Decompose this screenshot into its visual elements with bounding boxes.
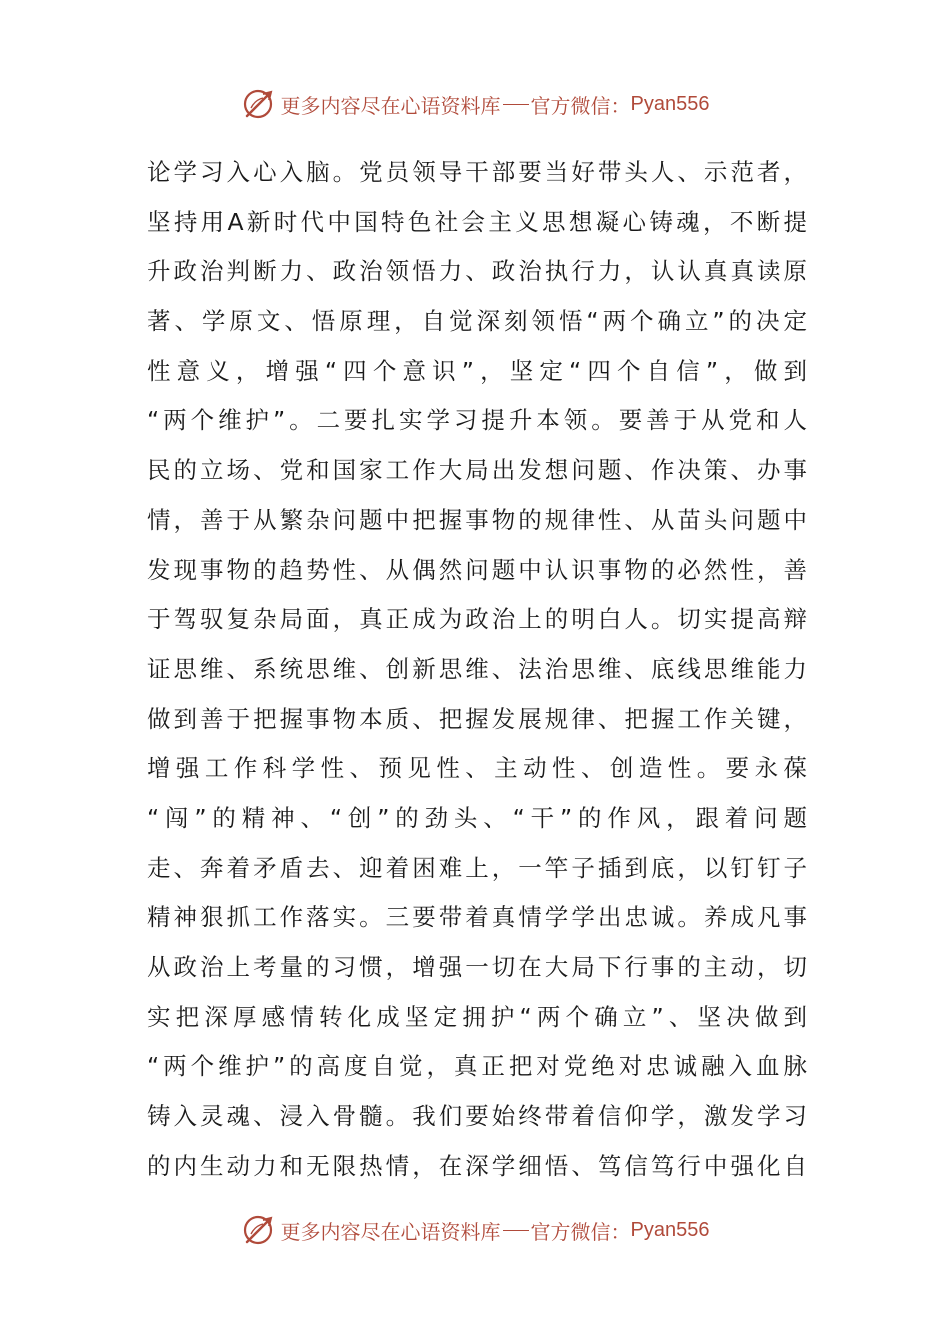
banner-dash bbox=[503, 1230, 529, 1231]
text-line: 民的立场、党和国家工作大局出发想问题、作决策、办事 bbox=[147, 456, 807, 485]
text-line: 实把深厚感情转化成坚定拥护“两个确立”、坚决做到 bbox=[147, 1002, 807, 1031]
banner-site-text: 更多内容尽在心语资料库 bbox=[280, 1219, 501, 1244]
text-line: 于驾驭复杂局面，真正成为政治上的明白人。切实提高辩 bbox=[147, 605, 807, 634]
text-line: 坚持用A新时代中国特色社会主义思想凝心铸魂，不断提 bbox=[147, 207, 807, 236]
text-line: 证思维、系统思维、创新思维、法治思维、底线思维能力 bbox=[147, 654, 807, 683]
text-line: 著、学原文、悟原理，自觉深刻领悟“两个确立”的决定 bbox=[147, 307, 807, 336]
text-line: 走、奔着矛盾去、迎着困难上，一竿子插到底，以钉钉子 bbox=[147, 853, 807, 882]
banner-site-text: 更多内容尽在心语资料库 bbox=[280, 93, 501, 118]
banner-contact-label: 官方微信： bbox=[530, 93, 631, 118]
text-line: “两个维护”。二要扎实学习提升本领。要善于从党和人 bbox=[147, 406, 807, 435]
banner-dash bbox=[503, 104, 529, 105]
text-line: 发现事物的趋势性、从偶然问题中认识事物的必然性，善 bbox=[147, 555, 807, 584]
text-line: 升政治判断力、政治领悟力、政治执行力，认认真真读原 bbox=[147, 257, 807, 286]
banner-contact-id: Pyan556 bbox=[630, 92, 710, 115]
text-line: “闯”的精神、“创”的劲头、“干”的作风，跟着问题 bbox=[147, 803, 807, 832]
text-line: 增强工作科学性、预见性、主动性、创造性。要永葆 bbox=[147, 754, 807, 783]
footer-banner bbox=[0, 1212, 950, 1248]
header-banner bbox=[0, 86, 950, 122]
text-line: “两个维护”的高度自觉，真正把对党绝对忠诚融入血脉 bbox=[147, 1052, 807, 1081]
pen-logo-icon bbox=[241, 86, 277, 122]
text-line: 论学习入心入脑。党员领导干部要当好带头人、示范者， bbox=[147, 158, 807, 186]
text-line: 情，善于从繁杂问题中把握事物的规律性、从苗头问题中 bbox=[147, 505, 807, 534]
text-line: 铸入灵魂、浸入骨髓。我们要始终带着信仰学，激发学习 bbox=[147, 1102, 807, 1131]
text-line: 精神狠抓工作落实。三要带着真情学学出忠诚。养成凡事 bbox=[147, 903, 807, 932]
text-line: 做到善于把握事物本质、把握发展规律、把握工作关键， bbox=[147, 704, 807, 733]
text-line: 从政治上考量的习惯，增强一切在大局下行事的主动，切 bbox=[147, 953, 807, 981]
pen-logo-icon bbox=[241, 1212, 277, 1248]
document-body bbox=[147, 148, 807, 1191]
text-line: 性意义，增强“四个意识”，坚定“四个自信”，做到 bbox=[147, 356, 807, 385]
banner-contact-label: 官方微信： bbox=[530, 1219, 631, 1244]
text-line: 的内生动力和无限热情，在深学细悟、笃信笃行中强化自 bbox=[147, 1151, 807, 1180]
banner-contact-id: Pyan556 bbox=[630, 1218, 710, 1241]
